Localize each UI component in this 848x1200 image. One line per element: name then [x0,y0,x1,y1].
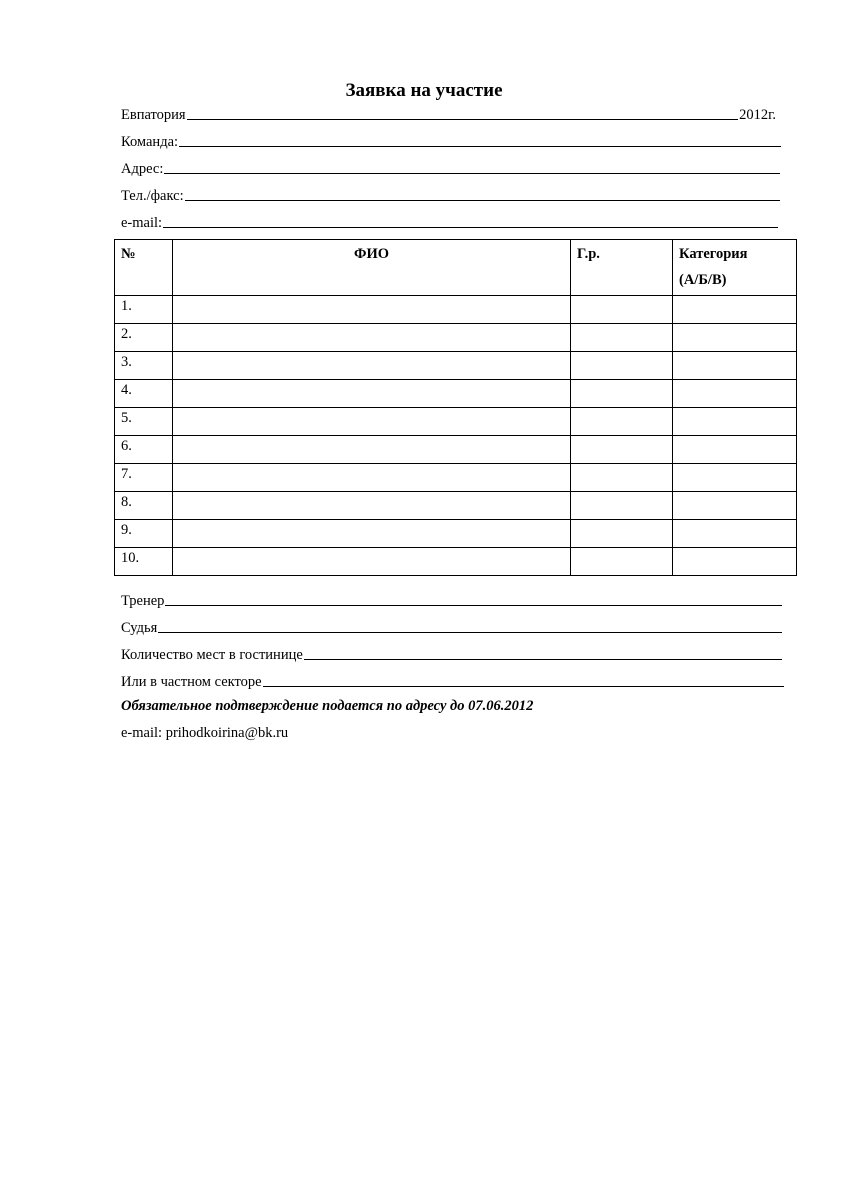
field-email-label: e-mail: [121,215,163,231]
cell-category[interactable] [673,436,797,464]
field-city-label: Евпатория [121,107,186,123]
header-fio: ФИО [173,240,571,296]
cell-fio[interactable] [173,324,571,352]
row-number: 8. [115,492,173,520]
cell-category[interactable] [673,324,797,352]
cell-fio[interactable] [173,520,571,548]
cell-birth-year[interactable] [571,492,673,520]
field-city-year: 2012г. [739,107,776,123]
table-row [115,352,797,380]
table-row [115,296,797,324]
row-number: 3. [115,352,173,380]
cell-birth-year[interactable] [571,380,673,408]
field-hotel-places-label: Количество мест в гостинице [121,647,303,663]
cell-fio[interactable] [173,492,571,520]
cell-fio[interactable] [173,408,571,436]
row-number: 7. [115,464,173,492]
header-birth-year: Г.р. [571,240,673,296]
field-address-blank[interactable] [164,173,780,174]
field-private-sector-blank[interactable] [263,686,784,687]
field-private-sector [121,671,785,691]
participants-table [114,239,797,576]
table-row [115,324,797,352]
table-row [115,464,797,492]
cell-birth-year[interactable] [571,548,673,576]
field-judge [121,617,783,637]
header-category-line1: Категория [679,246,748,262]
cell-fio[interactable] [173,296,571,324]
header-category [673,240,797,296]
cell-category[interactable] [673,352,797,380]
confirmation-notice: Обязательное подтверждение подается по адресу до 07.06.2012 [121,698,534,714]
row-number: 4. [115,380,173,408]
field-city-blank[interactable] [187,119,738,120]
table-header-row [115,240,797,296]
field-email-blank[interactable] [163,227,778,228]
cell-category[interactable] [673,408,797,436]
cell-birth-year[interactable] [571,352,673,380]
cell-category[interactable] [673,520,797,548]
cell-fio[interactable] [173,352,571,380]
field-coach [121,590,783,610]
row-number: 6. [115,436,173,464]
cell-birth-year[interactable] [571,436,673,464]
row-number: 9. [115,520,173,548]
cell-category[interactable] [673,464,797,492]
document-title: Заявка на участие [345,80,503,101]
field-address [121,158,781,178]
field-private-sector-label: Или в частном секторе [121,674,262,690]
row-number: 1. [115,296,173,324]
field-email [121,212,779,232]
row-number: 10. [115,548,173,576]
row-number: 5. [115,408,173,436]
cell-category[interactable] [673,296,797,324]
field-team [121,131,782,151]
cell-fio[interactable] [173,548,571,576]
field-team-label: Команда: [121,134,179,150]
table-row [115,408,797,436]
header-category-line2: (А/Б/В) [679,272,727,288]
field-coach-blank[interactable] [165,605,782,606]
table-row [115,436,797,464]
row-number: 2. [115,324,173,352]
field-city [121,104,776,124]
table-row [115,492,797,520]
cell-category[interactable] [673,548,797,576]
cell-birth-year[interactable] [571,324,673,352]
field-phone-fax-label: Тел./факс: [121,188,184,204]
field-judge-label: Судья [121,620,158,636]
contact-email: e-mail: prihodkoirina@bk.ru [121,725,289,741]
field-phone-fax-blank[interactable] [185,200,780,201]
field-hotel-places-blank[interactable] [304,659,782,660]
table-row [115,380,797,408]
cell-category[interactable] [673,492,797,520]
cell-fio[interactable] [173,464,571,492]
field-phone-fax [121,185,781,205]
table-row [115,548,797,576]
field-address-label: Адрес: [121,161,164,177]
header-number: № [115,240,173,296]
cell-birth-year[interactable] [571,464,673,492]
field-team-blank[interactable] [179,146,781,147]
field-hotel-places [121,644,783,664]
cell-birth-year[interactable] [571,520,673,548]
table-row [115,520,797,548]
cell-category[interactable] [673,380,797,408]
field-coach-label: Тренер [121,593,165,609]
cell-birth-year[interactable] [571,408,673,436]
field-judge-blank[interactable] [158,632,782,633]
cell-fio[interactable] [173,436,571,464]
cell-birth-year[interactable] [571,296,673,324]
cell-fio[interactable] [173,380,571,408]
